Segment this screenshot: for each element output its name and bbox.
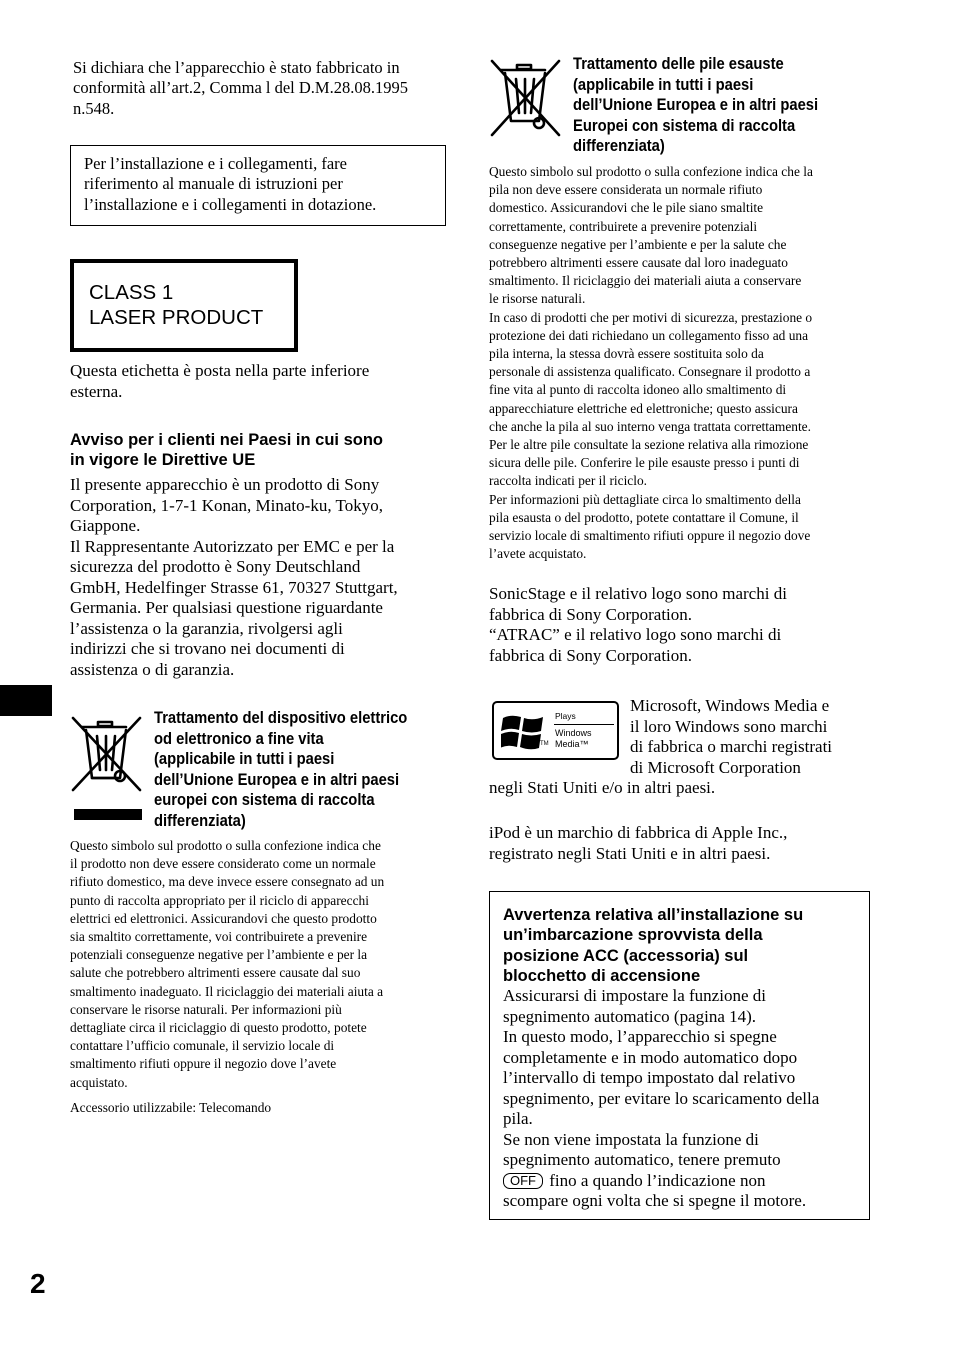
page-number: 2: [30, 1268, 46, 1299]
section-tab-marker: [0, 685, 52, 716]
windows-logo-windows: Windows: [555, 728, 592, 738]
windows-logo-media: Media™: [555, 739, 589, 749]
crossed-bin-icon: [70, 712, 144, 824]
battery-heading: Trattamento delle pile esauste (applicabile in tutti i paesi dell’Unione Europea e in altri paesi Europei con sistema di raccolta differenziata): [573, 55, 819, 155]
windows-media-logo: [492, 701, 619, 760]
off-key-icon: OFF: [503, 1173, 543, 1189]
trademarks-ipod: iPod è un marchio di fabbrica di Apple Inc., registrato negli Stati Uniti e in altri paesi.: [489, 823, 788, 863]
acc-warning-box: [489, 891, 870, 1220]
crossed-battery-bin-icon: [489, 57, 563, 141]
weee-body: Questo simbolo sul prodotto o sulla confezione indica che il prodotto non deve essere considerato come un normale rifiuto domestico, ma deve invece essere consegnato ad un punto di raccolta appropriato per il riciclo di apparecchi elettrici ed elettronici. Assicurandovi che questo prodotto sia smaltito correttamente, voi contribuirete a prevenire potenziali conseguenze negative per l’ambiente e per la salute che potrebbero altrimenti essere causate dal suo smaltimento inadeguato. Il riciclaggio dei materiali aiuta a conservare le risorse naturali. Per informazioni più dettagliate circa il riciclaggio di questo prodotto, potete contattare l’ufficio comunale, il servizio locale di smaltimento rifiuti oppure il negozio dove l’avete acquistato.: [70, 838, 385, 1090]
windows-logo-divider: [554, 724, 614, 725]
acc-warning-heading: Avvertenza relativa all’installazione su un’imbarcazione sprovvista della posizione ACC (accessoria) sul blocchetto di accensione: [503, 906, 804, 985]
installation-note-box: Per l’installazione e i collegamenti, fare riferimento al manuale di istruzioni per l’installazione e i collegamenti in dotazione.: [70, 145, 446, 226]
label-location-note: Questa etichetta è posta nella parte inferiore esterna.: [70, 361, 370, 401]
trademarks-sony: SonicStage e il relativo logo sono marchi di fabbrica di Sony Corporation. “ATRAC” e il relativo logo sono marchi di fabbrica di Sony Corporation.: [489, 584, 787, 665]
trademarks-microsoft: Microsoft, Windows Media e il loro Windows sono marchi di fabbrica o marchi registrati di Microsoft Corporation: [630, 696, 833, 777]
windows-flag-icon: [501, 710, 545, 752]
windows-logo-plays: Plays: [555, 711, 576, 721]
accessory-note: Accessorio utilizzabile: Telecomando: [70, 1100, 272, 1115]
windows-logo-tm: TM: [540, 741, 549, 747]
laser-class-label: CLASS 1 LASER PRODUCT: [70, 259, 298, 352]
eu-directives-heading: Avviso per i clienti nei Paesi in cui sono in vigore le Direttive UE: [70, 431, 383, 470]
declaration-text: Si dichiara che l’apparecchio è stato fabbricato in conformità all’art.2, Comma l del D.M.28.08.1995 n.548.: [73, 58, 408, 118]
trademarks-microsoft-tail: negli Stati Uniti e/o in altri paesi.: [489, 778, 716, 797]
battery-body: Questo simbolo sul prodotto o sulla confezione indica che la pila non deve essere considerata un normale rifiuto domestico. Assicurandovi che le pile siano smaltite correttamente, contribuirete a prevenire potenziali conseguenze negative per l’ambiente e per la salute che potrebbero altrimenti essere causate dal loro inadeguato smaltimento. Il riciclaggio dei materiali aiuta a conservare le risorse naturali. In caso di prodotti che per motivi di sicurezza, prestazione o protezione dei dati richiedano un collegamento fisso ad una pila interna, la stessa dovrà essere sostituita solo da personale di assistenza qualificato. Consegnare il prodotto a fine vita al punto di raccolta idoneo allo smaltimento di apparecchiature elettriche ed elettroniche; questo assicura che anche la pila al suo interno venga trattata correttamente. Per le altre pile consultate la sezione relativa alla rimozione sicura delle pile. Conferire le pile esauste presso i punti di raccolta indicati per il riciclo. Per informazioni più dettagliate circa lo smaltimento della pila esausta o del prodotto, potete contattare il Comune, il servizio locale di smaltimento rifiuti oppure il negozio dove l’avete acquistato.: [489, 164, 813, 562]
eu-directives-body: Il presente apparecchio è un prodotto di Sony Corporation, 1-7-1 Konan, Minato-ku, Tokyo, Giappone. Il Rappresentante Autorizzato per EMC e per la sicurezza del prodotto è Sony Deutschland GmbH, Hedelfinger Strasse 61, 70327 Stuttgart, Germania. Per qualsiasi questione riguardante l’assistenza o la garanzia, rivolgersi agli indirizzi che si trovano nei documenti di assistenza o di garanzia.: [70, 475, 398, 679]
weee-heading: Trattamento del dispositivo elettrico od elettronico a fine vita (applicabile in tutti i paesi dell’Unione Europea e in altri paesi europei con sistema di raccolta differenziata): [154, 709, 408, 830]
acc-warning-body: Assicurarsi di impostare la funzione di spegnimento automatico (pagina 14). In questo modo, l’apparecchio si spegne completamente e in modo automatico dopo l’intervallo di tempo impostato dal relativo spegnimento, per evitare lo scaricamento della pila. Se non viene impostata la funzione di spegnimento automatico, tenere premuto OFF fino a quando l’indicazione non scompare ogni volta che si spegne il motore.: [503, 986, 820, 1211]
